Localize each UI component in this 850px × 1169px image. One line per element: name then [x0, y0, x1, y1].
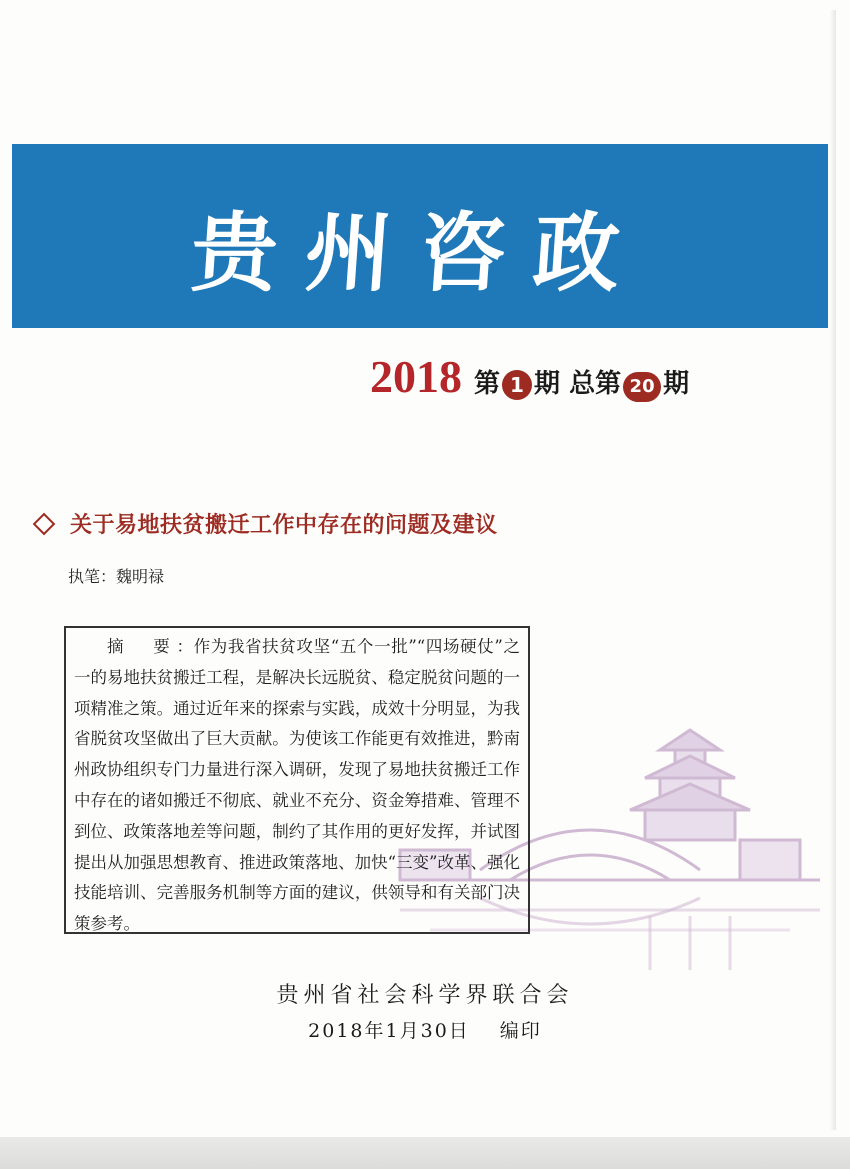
page-edge — [830, 10, 836, 1130]
page-bottom-edge — [0, 1137, 850, 1169]
abstract-box — [64, 626, 530, 934]
issue-total-label: 期 总第 — [534, 369, 622, 399]
issue-total-number-badge: 20 — [623, 372, 661, 402]
publisher: 贵州省社会科学界联合会 — [276, 983, 574, 1008]
issue-qi-label: 期 — [663, 369, 690, 399]
edition-line — [0, 1016, 850, 1043]
journal-title: 贵州咨政 — [187, 203, 652, 304]
abstract-label: 摘 要 — [107, 637, 177, 656]
diamond-bullet-icon — [33, 512, 56, 535]
article-title: 关于易地扶贫搬迁工作中存在的问题及建议 — [70, 513, 498, 538]
edition-label: 编印 — [499, 1020, 542, 1042]
publish-date: 2018年1月30日 — [308, 1020, 470, 1042]
issue-di-label: 第 — [474, 369, 501, 399]
abstract-paragraph — [74, 632, 520, 940]
issue-year: 2018 — [370, 351, 462, 402]
article-heading — [30, 508, 498, 539]
issue-number-badge: 1 — [502, 370, 532, 400]
issue-line — [370, 350, 689, 403]
masthead-banner — [12, 144, 828, 328]
author-line: 执笔：魏明禄 — [68, 567, 165, 586]
abstract-body: ：作为我省扶贫攻坚“五个一批”“四场硬仗”之一的易地扶贫搬迁工程，是解决长远脱贫、稳定脱贫问题的一项精准之策。通过近年来的探索与实践，成效十分明显，为我省脱贫攻坚做出了巨大贡献。为使该工作能更有效推进，黔南州政协组织专门力量进行深入调研，发现了易地扶贫搬迁工作中存在的诸如搬迁不彻底、就业不充分、资金筹措难、管理不到位、政策落地差等问题，制约了其作用的更好发挥，并试图提出从加强思想教育、推进政策落地、加快“三变”改革、强化技能培训、完善服务机制等方面的建议，供领导和有关部门决策参考。 — [74, 637, 521, 934]
